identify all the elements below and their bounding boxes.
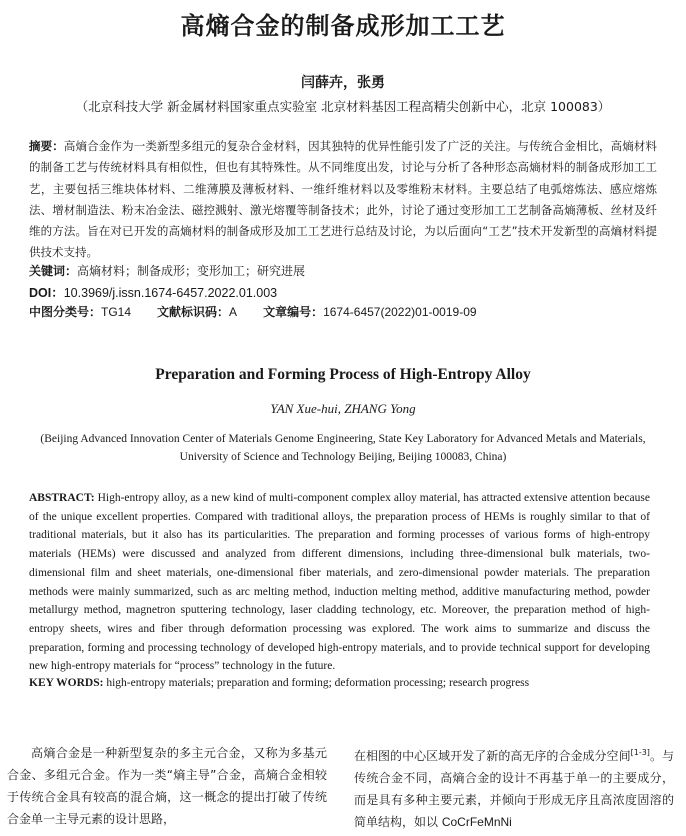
keywords-cn bbox=[29, 262, 657, 279]
body-column-right bbox=[354, 742, 674, 833]
abstract-cn-text: 高熵合金作为一类新型多组元的复杂合金材料，因其独特的优异性能引发了广泛的关注。与传统合金相比，高熵材料的制备工艺与传统材料具有相似性，但也有其特殊性。从不同维度出发，讨论与分析了各种形态高熵材料的制备成形加工工艺，主要包括三维块体材料、二维薄膜及薄板材料、一维纤维材料以及零维粉末材料。主要总结了电弧熔炼法、感应熔炼法、增材制造法、粉末冶金法、磁控溅射、激光熔覆等制备技术；此外，讨论了通过变形加工工艺制备高熵薄板、丝材及纤维的方法。旨在对已开发的高熵材料的制备成形及加工工艺进行总结及讨论，为以后面向“工艺”技术开发新型的高熵材料提供技术支持。 bbox=[29, 139, 658, 260]
abstract-en-text: High-entropy alloy, as a new kind of multi-component complex alloy material, has attracted extensive attention because of the unique excellent properties. Compared with traditional alloys, the preparation process of HEMs is roughly similar to that of traditional materials, but it also has its particularities. The preparation and forming processes of various forms of high-entropy materials (HEMs) were discussed and analyzed from different dimensions, including three-dimensional bulk materials, two-dimensional film and sheet materials, one-dimensional fiber materials, and zero-dimensional powder materials. The preparation methods were mainly summarized, such as arc melting method, induction melting method, additive manufacturing method, powder metallurgy method, magnetron sputtering technology, laser cladding technology, etc. Moreover, the preparation method of high-entropy sheets, wires and fiber through deformation processing was explored. The work aims to summarize and discuss the preparation, forming and processing technology of developed high-entropy materials, and to provide technical support for developing new high-entropy materials for “process” technology in the future. bbox=[29, 492, 650, 673]
affiliation-cn: （北京科技大学 新金属材料国家重点实验室 北京材料基因工程高精尖创新中心，北京 100083） bbox=[75, 99, 611, 114]
affiliation-en: (Beijing Advanced Innovation Center of Materials Genome Engineering, State Key Laboratory for Advanced Metals and Materials, University of Science and Technology Beijing, Beijing 100083, China) bbox=[40, 433, 646, 463]
keywords-cn-text: 高熵材料；制备成形；变形加工；研究进展 bbox=[77, 264, 306, 278]
clc-label: 中图分类号： bbox=[29, 305, 102, 319]
doi-line bbox=[29, 283, 277, 301]
doi-label: DOI： bbox=[29, 286, 64, 300]
abstract-en bbox=[29, 489, 650, 676]
paper-title-en: Preparation and Forming Process of High-Entropy Alloy bbox=[155, 366, 531, 383]
doc-code-value: A bbox=[229, 305, 238, 319]
keywords-en-label: KEY WORDS: bbox=[29, 677, 104, 689]
body-column-left: 高熵合金是一种新型复杂的多主元合金，又称为多基元合金、多组元合金。作为一类“熵主导”合金，高熵合金相较于传统合金具有较高的混合熵，这一概念的提出打破了传统合金单一主导元素的设计思路， bbox=[7, 746, 327, 826]
clc-value: TG14 bbox=[101, 305, 132, 319]
authors-cn: 闫薛卉，张勇 bbox=[301, 75, 385, 91]
abstract-cn-label: 摘要： bbox=[29, 139, 64, 153]
classification-row bbox=[29, 303, 669, 320]
doc-code-label: 文献标识码： bbox=[157, 305, 230, 319]
doi-value[interactable]: 10.3969/j.issn.1674-6457.2022.01.003 bbox=[63, 286, 278, 300]
citation-ref[interactable]: [1-3] bbox=[630, 748, 650, 757]
authors-en: YAN Xue-hui, ZHANG Yong bbox=[270, 401, 416, 416]
body-right-text-1: 在相图的中心区域开发了新的高无序的合金成分空间 bbox=[354, 749, 631, 763]
keywords-en-text: high-entropy materials; preparation and forming; deformation processing; research progress bbox=[106, 677, 530, 689]
article-number-label: 文章编号： bbox=[263, 305, 324, 319]
abstract-cn bbox=[29, 136, 657, 264]
keywords-cn-label: 关键词： bbox=[29, 264, 78, 278]
article-number-value: 1674-6457(2022)01-0019-09 bbox=[323, 305, 477, 319]
abstract-en-label: ABSTRACT: bbox=[29, 492, 95, 504]
keywords-en bbox=[29, 677, 669, 689]
body-right-text-2: 。与传统合金不同，高熵合金的设计不再基于单一的主要成分，而是具有多种主要元素，并倾向于形成无序且高浓度固溶的简单结构，如以 bbox=[354, 749, 674, 829]
alloy-formula: CoCrFeMnNi bbox=[441, 815, 512, 829]
paper-title-cn: 高熵合金的制备成形加工工艺 bbox=[180, 12, 506, 40]
